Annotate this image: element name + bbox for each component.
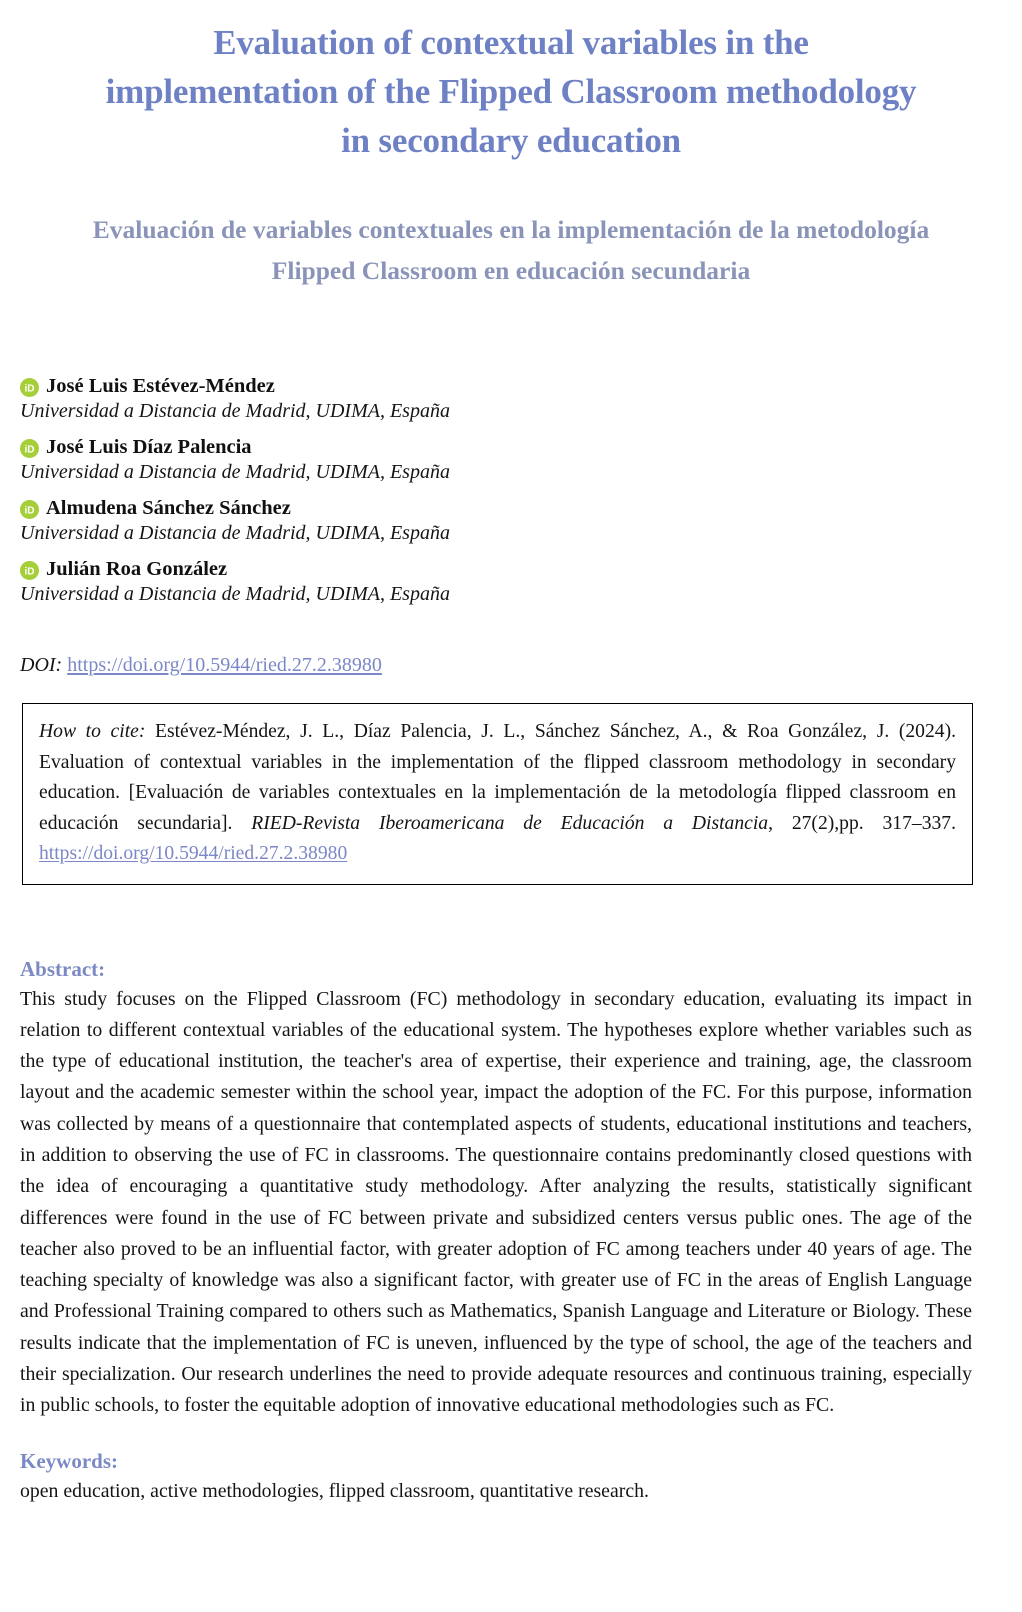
doi-line <box>0 620 1022 677</box>
orcid-id-icon[interactable] <box>20 439 39 458</box>
author-name: José Luis Díaz Palencia <box>46 436 252 458</box>
author-affiliation: Universidad a Distancia de Madrid, UDIMA, España <box>20 582 450 605</box>
svg-text:iD: iD <box>24 444 35 456</box>
citation-authors-year: Estévez-Méndez, J. L., Díaz Palencia, J. L., Sánchez Sánchez, A., & Roa González, J. (2024). <box>145 721 956 742</box>
author-name-row <box>20 376 1022 397</box>
svg-text:iD: iD <box>24 566 35 578</box>
abstract-heading: Abstract: <box>20 956 106 981</box>
page-title-spanish: Evaluación de variables contextuales en la implementación de la metodología Flipped Classroom en educación secundaria <box>92 215 930 285</box>
author-entry <box>20 437 1022 484</box>
abstract-text: This study focuses on the Flipped Classroom (FC) methodology in secondary education, evaluating its impact in relation to different contextual variables of the educational system. The hypotheses explore whether variables such as the type of educational institution, the teacher's area of expertise, their experience and training, age, the classroom layout and the academic semester within the school year, impact the adoption of the FC. For this purpose, information was collected by means of a questionnaire that contemplated aspects of students, educational institutions and teachers, in addition to observing the use of FC in classrooms. The questionnaire contains predominantly closed questions with the idea of encouraging a quantitative study methodology. After analyzing the results, statistically significant differences were found in the use of FC between private and subsidized centers versus public ones. The age of the teacher also proved to be an influential factor, with greater adoption of FC among teachers under 40 years of age. The teaching specialty of knowledge was also a significant factor, with greater use of FC in the areas of English Language and Professional Training compared to others such as Mathematics, Spanish Language and Literature or Biology. These results indicate that the implementation of FC is uneven, influenced by the type of school, the age of the teachers and their specialization. Our research underlines the need to provide adequate resources and continuous training, especially in public schools, to foster the equitable adoption of innovative educational methodologies such as FC. <box>20 987 972 1417</box>
orcid-id-icon[interactable] <box>20 500 39 519</box>
svg-text:iD: iD <box>24 383 35 395</box>
orcid-id-icon[interactable] <box>20 378 39 397</box>
page-title-english: Evaluation of contextual variables in the implementation of the Flipped Classroom methodology in secondary education <box>105 23 917 160</box>
author-entry <box>20 559 1022 606</box>
how-to-cite-label: How to cite: <box>39 721 146 742</box>
citation-volume-pages: 27(2),pp. 317–337. <box>773 812 956 834</box>
how-to-cite-box <box>22 703 973 885</box>
author-name: Almudena Sánchez Sánchez <box>46 497 291 519</box>
author-list <box>0 291 1022 606</box>
orcid-id-icon[interactable] <box>20 561 39 580</box>
keywords-section <box>0 1422 1022 1506</box>
abstract-section <box>0 885 1022 1422</box>
author-name-row <box>20 559 1022 580</box>
citation-article-title: Evaluation of contextual variables in the implementation of the flipped classroom methodology in secondary education. [Evaluación de variables contextuales en la implementación de la metodología flipped classroom en educación secundaria]. <box>39 751 956 834</box>
doi-link[interactable]: https://doi.org/10.5944/ried.27.2.38980 <box>67 654 382 676</box>
author-affiliation: Universidad a Distancia de Madrid, UDIMA, España <box>20 399 450 422</box>
svg-text:iD: iD <box>24 505 35 517</box>
author-affiliation: Universidad a Distancia de Madrid, UDIMA, España <box>20 460 450 483</box>
author-name-row <box>20 437 1022 458</box>
author-entry <box>20 376 1022 423</box>
citation-doi-link[interactable]: https://doi.org/10.5944/ried.27.2.38980 <box>39 843 348 864</box>
author-affiliation: Universidad a Distancia de Madrid, UDIMA, España <box>20 521 450 544</box>
keywords-heading: Keywords: <box>20 1448 118 1473</box>
author-name: José Luis Estévez-Méndez <box>46 375 275 397</box>
citation-journal-name: RIED-Revista Iberoamericana de Educación a Distancia, <box>251 812 773 834</box>
author-name-row <box>20 498 1022 519</box>
author-name: Julián Roa González <box>46 558 228 580</box>
keywords-text: open education, active methodologies, flipped classroom, quantitative research. <box>20 1479 649 1502</box>
doi-label: DOI: <box>20 654 63 676</box>
author-entry <box>20 498 1022 545</box>
